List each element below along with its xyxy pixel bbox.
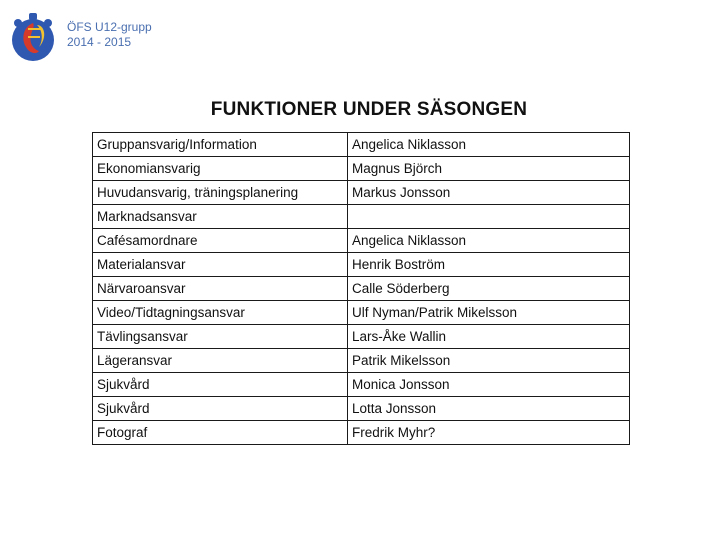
table-row xyxy=(93,325,630,349)
table-row xyxy=(93,301,630,325)
person-cell xyxy=(348,205,630,229)
person-cell: Fredrik Myhr? xyxy=(348,421,630,445)
header-text xyxy=(67,20,152,50)
table-row xyxy=(93,277,630,301)
person-cell: Markus Jonsson xyxy=(348,181,630,205)
table-row xyxy=(93,205,630,229)
role-cell: Materialansvar xyxy=(93,253,348,277)
role-cell: Cafésamordnare xyxy=(93,229,348,253)
table-row xyxy=(93,133,630,157)
person-cell: Angelica Niklasson xyxy=(348,229,630,253)
role-cell: Fotograf xyxy=(93,421,348,445)
role-cell: Tävlingsansvar xyxy=(93,325,348,349)
person-cell: Magnus Björch xyxy=(348,157,630,181)
role-cell: Video/Tidtagningsansvar xyxy=(93,301,348,325)
page-title-text: FUNKTIONER UNDER SÄSONGEN xyxy=(210,99,528,120)
table-row xyxy=(93,421,630,445)
table-row xyxy=(93,253,630,277)
table-row xyxy=(93,181,630,205)
role-cell: Sjukvård xyxy=(93,373,348,397)
header-season: 2014 - 2015 xyxy=(67,35,132,49)
role-cell: Sjukvård xyxy=(93,397,348,421)
table-row xyxy=(93,157,630,181)
role-cell: Marknadsansvar xyxy=(93,205,348,229)
person-cell: Ulf Nyman/Patrik Mikelsson xyxy=(348,301,630,325)
person-cell: Lars-Åke Wallin xyxy=(348,325,630,349)
roles-table xyxy=(92,132,630,445)
person-cell: Calle Söderberg xyxy=(348,277,630,301)
table-row xyxy=(93,229,630,253)
table-row xyxy=(93,397,630,421)
person-cell: Monica Jonsson xyxy=(348,373,630,397)
header-group-name: ÖFS U12-grupp xyxy=(67,20,152,34)
person-cell: Lotta Jonsson xyxy=(348,397,630,421)
person-cell: Angelica Niklasson xyxy=(348,133,630,157)
club-logo xyxy=(9,11,57,63)
table-row xyxy=(93,349,630,373)
table-row xyxy=(93,373,630,397)
role-cell: Huvudansvarig, träningsplanering xyxy=(93,181,348,205)
person-cell: Henrik Boström xyxy=(348,253,630,277)
person-cell: Patrik Mikelsson xyxy=(348,349,630,373)
role-cell: Gruppansvarig/Information xyxy=(93,133,348,157)
page-title xyxy=(0,99,720,121)
role-cell: Närvaroansvar xyxy=(93,277,348,301)
role-cell: Ekonomiansvarig xyxy=(93,157,348,181)
role-cell: Lägeransvar xyxy=(93,349,348,373)
